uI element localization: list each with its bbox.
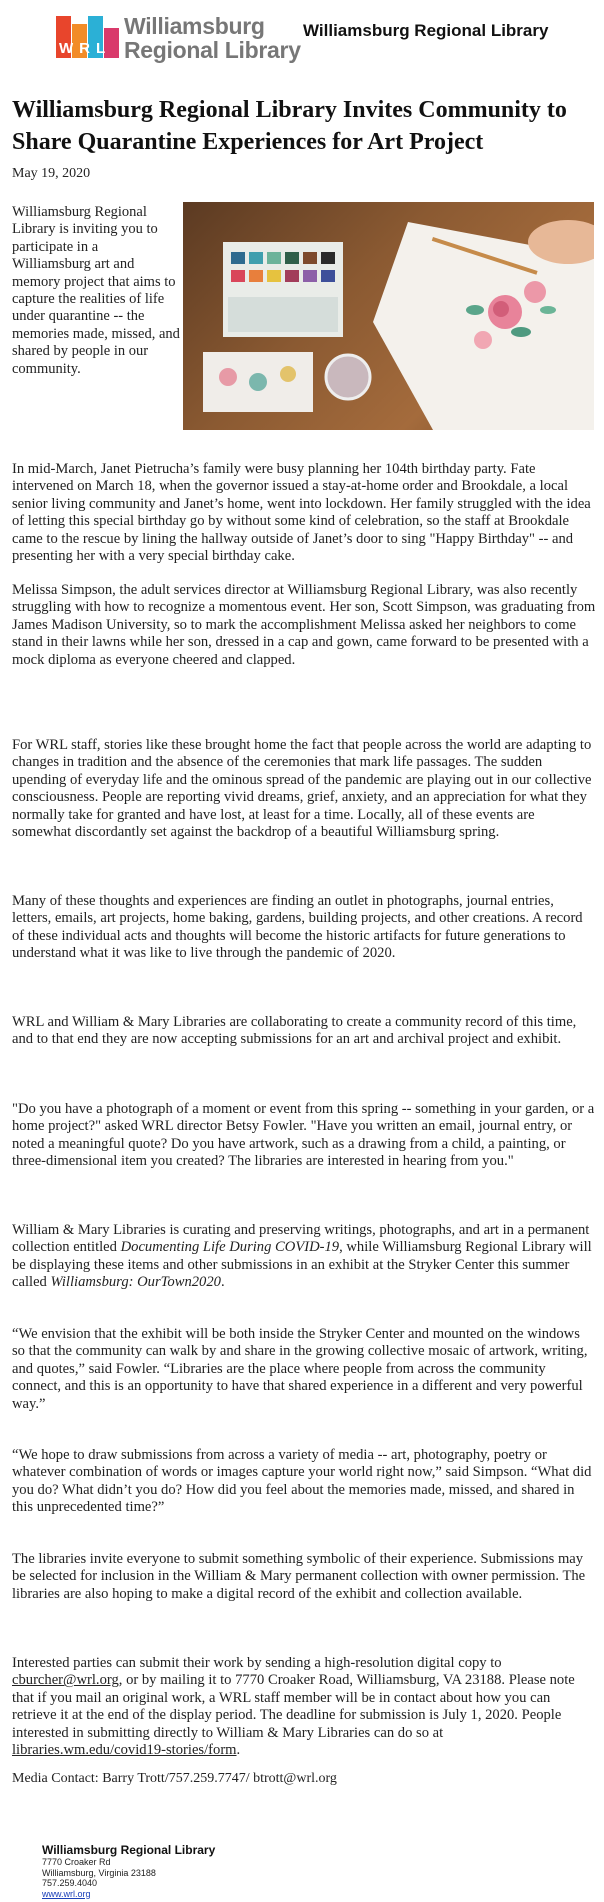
logo-line-2: Regional Library — [124, 37, 301, 63]
rose-1-center — [493, 301, 509, 317]
p11-text-a: Interested parties can submit their work by sending a high-resolution digital copy to — [12, 1655, 502, 1671]
logo-wordmark — [124, 14, 301, 62]
logo-line-1: Williamsburg — [124, 13, 265, 39]
submission-form-link[interactable]: libraries.wm.edu/covid19-stories/form — [12, 1742, 237, 1759]
paragraph-6: "Do you have a photograph of a moment or event from this spring -- something in your garden, or a home project?" asked WRL director Betsy Fowler. "Have you written an email, journal entry, or noted a meaningful quote? Do you have artwork, such as a drawing from a child, a painting, or three-dimensional item you created? The libraries are interested in hearing from you." — [12, 1101, 595, 1170]
leaf-1 — [466, 305, 484, 315]
exhibit-title: Williamsburg: OurTown2020 — [50, 1274, 221, 1291]
collection-title: Documenting Life During COVID-19 — [120, 1239, 340, 1256]
water-cup — [326, 355, 370, 399]
leaf-3 — [540, 306, 556, 314]
paragraph-1: In mid-March, Janet Pietrucha’s family were busy planning her 104th birthday party. Fate intervened on March 18, when the governor issued a stay-at-home order and Brookdale, a local senior living community and Janet’s home, went into lockdown. Her family struggled with the idea of letting this special birthday go by without some kind of celebration, so the staff at Brookdale came to the rescue by lining the hallway outside of Janet’s door to sing "Happy Birthday" -- and presenting her with a very special birthday cake. — [12, 461, 591, 565]
email-link[interactable]: cburcher@wrl.org — [12, 1672, 119, 1689]
paragraph-3: For WRL staff, stories like these brought home the fact that people across the world are adapting to changes in tradition and the absence of the ceremonies that mark life passages. The sudden upending of everyday life and the ominous spread of the pandemic are playing out in our collective consciousness. People are reporting vivid dreams, grief, anxiety, and an appreciation for what they normally take for granted and have lost, at least for a time. Locally, all of these events are somewhat discordantly set against the backdrop of a beautiful Williamsburg spring. — [12, 737, 592, 841]
article-headline: Williamsburg Regional Library Invites Community to Share Quarantine Experiences for Art Project — [12, 97, 567, 155]
paragraph-2: Melissa Simpson, the adult services director at Williamsburg Regional Library, was also recently struggling with how to recognize a momentous event. Her son, Scott Simpson, was graduating from James Madison University, so to mark the accomplishment Melissa asked her neighbors to come stand in their lawns while her son, dressed in a cap and gown, came forward to be presented with a mock diploma as everyone cheered and clapped. — [12, 582, 596, 668]
media-contact: Media Contact: Barry Trott/757.259.7747/ btrott@wrl.org — [12, 1771, 337, 1786]
logo-letters: WRL — [59, 40, 112, 57]
p11-text-c: . — [236, 1742, 241, 1759]
mix-dot-1 — [219, 368, 237, 386]
mix-dot-3 — [280, 366, 296, 382]
footer-library-name: Williamsburg Regional Library — [42, 1843, 216, 1857]
paragraph-4: Many of these thoughts and experiences are finding an outlet in photographs, journal entries, letters, emails, art projects, home baking, gardens, building projects, and other creations. A record of these individual acts and thoughts will become the historic artifacts for future generations to understand what it was like to live through the pandemic of 2020. — [12, 893, 583, 962]
rose-2 — [524, 281, 546, 303]
site-footer — [42, 1843, 215, 1899]
paragraph-8: “We envision that the exhibit will be both inside the Stryker Center and mounted on the windows so that the community can walk by and share in the growing collective mosaic of artwork, writing, and quotes,” said Fowler. “Libraries are the place where people from across the community connect, and this is an opportunity to have that shared experience in a different and very powerful way.” — [12, 1326, 588, 1412]
watercolor-illustration — [183, 202, 594, 430]
leaf-2 — [511, 327, 531, 337]
watercolor-photo — [183, 202, 594, 430]
header-title: Williamsburg Regional Library — [303, 21, 549, 40]
paragraph-7 — [12, 1222, 596, 1292]
footer-address-2: Williamsburg, Virginia 23188 — [42, 1867, 156, 1878]
intro-paragraph: Williamsburg Regional Library is inviting you to participate in a Williamsburg art and memory project that aims to capture the realities of life under quarantine -- the memories made, missed, and shared by people in our community. — [12, 204, 180, 377]
p11-text-b: , or by mailing it to 7770 Croaker Road, Williamsburg, VA 23188. Please note that if you mail an original work, a WRL staff member will be in contact about how you can retrieve it at the end of the display period. The deadline for submission is July 1, 2020. People interested in submitting directly to William & Mary Libraries can do so at — [12, 1672, 575, 1741]
paragraph-5: WRL and William & Mary Libraries are collaborating to create a community record of this time, and to that end they are now accepting submissions for an art and archival project and exhibit. — [12, 1014, 577, 1048]
paragraph-11 — [12, 1655, 596, 1759]
footer-address-1: 7770 Croaker Rd — [42, 1857, 111, 1867]
mix-dot-2 — [249, 373, 267, 391]
rose-3 — [474, 331, 492, 349]
paragraph-10: The libraries invite everyone to submit something symbolic of their experience. Submissions may be selected for inclusion in the William & Mary permanent collection with owner permission. The libraries are also hoping to make a digital record of the exhibit and collection available. — [12, 1551, 586, 1602]
p7-text-b: , while Williamsburg Regional Library will be displaying these items and other submissions in an exhibit at the Stryker Center this summer called — [12, 1239, 592, 1291]
footer-website-link[interactable]: www.wrl.org — [42, 1888, 91, 1899]
paragraph-9: “We hope to draw submissions from across a variety of media -- art, photography, poetry or whatever combination of words or images capture your world right now,” said Simpson. “What did you do? What didn’t you do? How did you feel about the memories made, missed, and shared in this unprecedented time?” — [12, 1447, 592, 1516]
footer-phone: 757.259.4040 — [42, 1878, 98, 1888]
p7-text-c: . — [220, 1274, 225, 1291]
wrl-logo[interactable] — [56, 16, 120, 58]
p7-text-a: William & Mary Libraries is curating and preserving writings, photographs, and art in a permanent collection entitled — [12, 1222, 590, 1256]
article-date: May 19, 2020 — [12, 166, 91, 181]
mixing-area — [228, 297, 338, 332]
site-header — [0, 0, 604, 80]
